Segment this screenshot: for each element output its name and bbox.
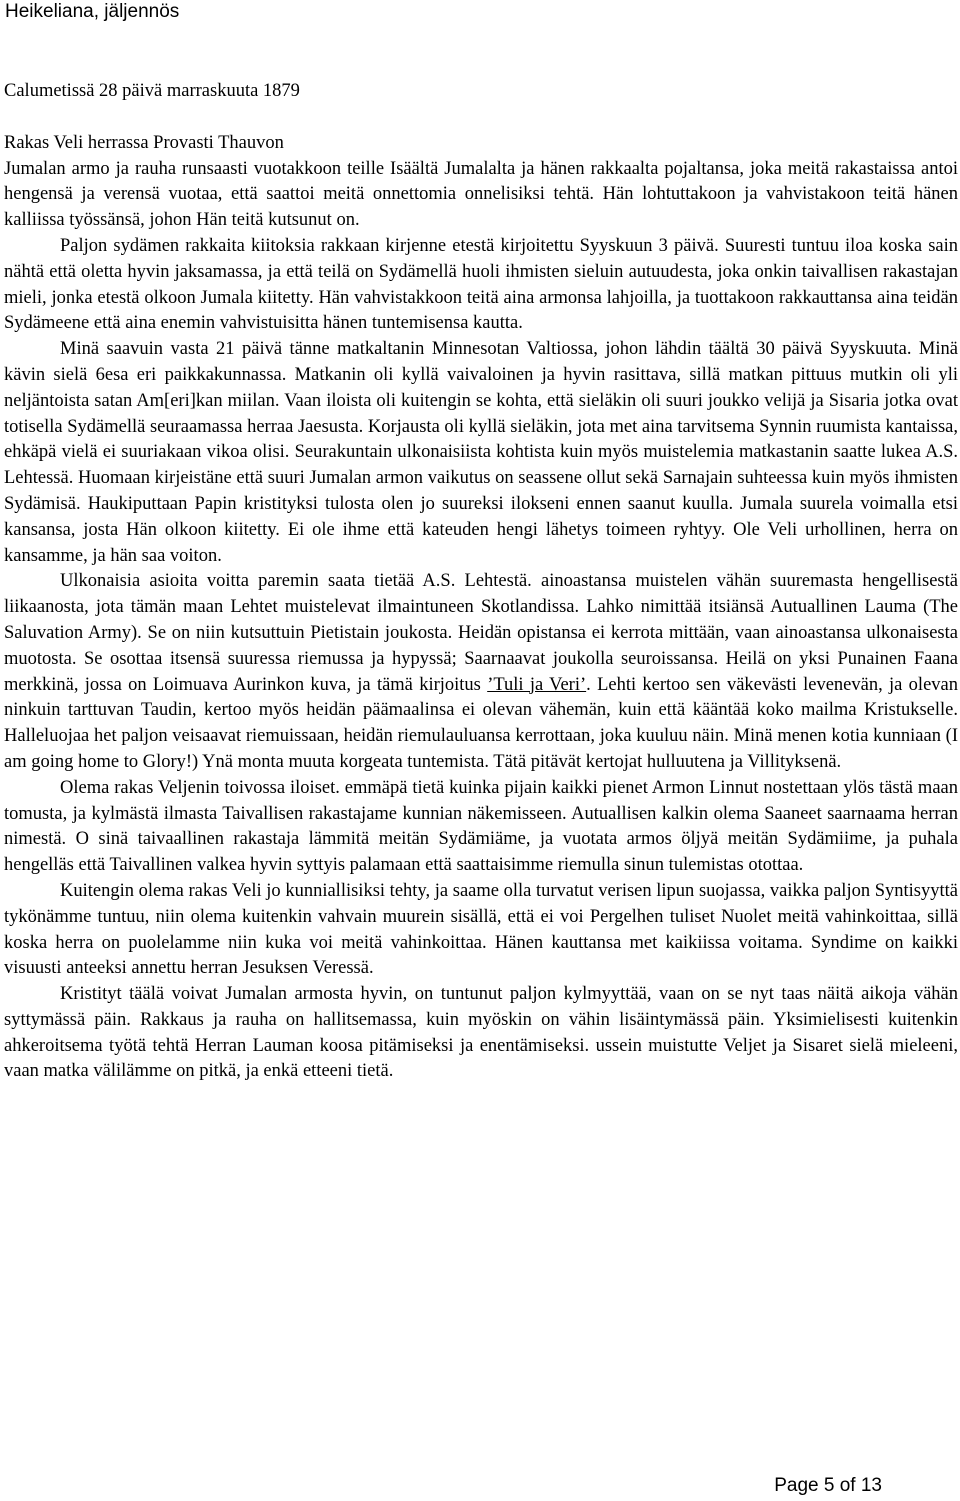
paragraph-4-start: Ulkonaisia asioita voitta paremin saata tietää A.S. Lehtestä. ainoastansa muistelen vähän suuremasta hengellisestä liikaanosta, jota tämän maan Lehtet muistelevat ilmaintuneen Skotlandissa. Lahko nimittää itsiänsä Autuallinen Lauma (The Saluvation Army). Se on niin kutsuttuin Pietistain joukosta. Heidän opistansa ei kerrota mittään, vaan ainoastansa ulkonaisesta muotosta. Se osottaa itsensä suuressa riemussa ja hypyssä; Saarnaavat joukolla seuroissansa. Heilä on yksi Punainen Faana merkkinä, jossa on Loimuava Aurinkon kuva, ja tämä kirjoitus bbox=[4, 571, 958, 695]
letter-salutation: Rakas Veli herrassa Provasti Thauvon bbox=[4, 132, 284, 153]
letter-date: Calumetissä 28 päivä marraskuuta 1879 bbox=[4, 81, 300, 101]
paragraph-3: Minä saavuin vasta 21 päivä tänne matkaltanin Minnesotan Valtiossa, johon lähdin täältä 30 päivä Syyskuuta. Minä kävin sielä 6esa eri paikkakunnassa. Matkanin oli kyllä vaivaloinen ja hyvin rasittava, sillä matkan pittuus mutkin oli yli neljäntoista satan Am[eri]kan miilan. Vaan iloista oli kuitengin se kohta, että sieläkin oli suuri joukko velijä ja Sisaria jotka ovat totisella Sydämellä seuraamassa herraa Jaesusta. Korjausta oli kyllä sieläkin, jota met aina tarvitsema Synnin ruumista kantaissa, ehkäpä vielä ei suuriakaan vikoa olisi. Seurakuntain ulkonaisiista kohtista kuin myös muistelemia matkastanin saatte lukea A.S. Lehtessä. Huomaan kirjeistäne että suuri Jumalan armon vaikutus on seassene ollut sekä Sarnajain suhteessa kuin myös ihmisten Sydämisä. Haukiputtaan Papin kristityksi tulosta olen jo suureksi ilokseni ennen saanut kuulla. Jumala suurela voimalla etsi kansansa, josta Hän olkoon kiitetty. Ei ole ihme että kateuden hengi lähetys toimeen ryhtyy. Ole Veli urhollinen, herra on kansamme, ja hän saa voiton. bbox=[4, 339, 958, 566]
paragraph-1: Jumalan armo ja rauha runsaasti vuotakkoon teille Isäältä Jumalalta ja hänen rakkaalta pojaltansa, joka meitä rakastaissa antoi hengensä ja verensä vuotaa, että saattoi meitä onnettomia onnelisiksi tehtä. Hän lohtuttakoon ja vahvistakoon teitä hänen kalliissa työssänsä, johon Hän teitä kutsunut on. bbox=[4, 158, 958, 231]
paragraph-7: Kristityt täälä voivat Jumalan armosta hyvin, on tuntunut paljon kylmyyttää, vaan on se nyt taas näitä aikoja vähän syttymässä päin. Rakkaus ja rauha on hallitsemassa, kuin myöskin on vähin lisäintymässä päin. Yksimielisesti kuitenkin ahkeroitsema työtä tehtä Herran Lauman koosa pitämiseksi ja enentämiseksi. ussein muistutte Veljet ja Sisaret sielä mieleeni, vaan matka välilämme on pitkä, ja enkä etteeni tietä. bbox=[4, 984, 958, 1082]
page-number: Page 5 of 13 bbox=[774, 1475, 882, 1496]
letter-body bbox=[4, 79, 958, 1085]
paragraph-6: Kuitengin olema rakas Veli jo kunniallisiksi tehty, ja saame olla turvatut verisen lipun suojassa, vaikka paljon Syntisyyttä tykönämme tuntuu, niin olema kuitenkin vahvain muurein sisällä, että ei voi Pergelhen tuliset Nuolet meitä vahinkoittaa, sillä koska herra on puolelamme niin kuka voi meitä vahinkoittaa. Hänen kauttansa met kaikiissa voitama. Syndime on kaikki visuusti anteeksi annettu herran Jesuksen Veressä. bbox=[4, 880, 958, 979]
document-header: Heikeliana, jäljennös bbox=[5, 1, 180, 22]
paragraph-2: Paljon sydämen rakkaita kiitoksia rakkaan kirjenne etestä kirjoitettu Syyskuun 3 päivä. Suuresti tuntuu iloa koska sain nähtä että oletta hyvin jaksamassa, ja että teilä on Sydämellä huoli ihmisten sieluin autuudesta, joka onkin taivallisen rakastajan mieli, jonka etestä olkoon Jumala kiitetty. Hän vahvistakkoon teitä aina armonsa lahjoilla, ja tuottakoon rakkauttansa aina teidän Sydämeene että aina enemin vahvistuisitta hänen tuntemisensa kautta. bbox=[4, 235, 958, 334]
underlined-quote: ’Tuli ja Veri’ bbox=[487, 674, 587, 695]
paragraph-5: Olema rakas Veljenin toivossa iloiset. emmäpä tietä kuinka pijain kaikki pienet Armon Linnut nostettaan ylös tästä maan tomusta, ja kylmästä ilmasta Taivallisen rakastajame kunnian näkemisseen. Autuallisen kalkin olema Saaneet saarnaama herran nimestä. O sinä taivaallinen rakastaja lämmitä meitän Sydämiäme, ja vuotata armos öljyä meitän Sydämiime, ja puhala hengelläs että Taivallinen valkea hyvin syttyis palamaan että saattaisimme riemulla sinun tulemistas otottaa. bbox=[4, 777, 958, 876]
paragraph-4 bbox=[4, 569, 958, 775]
paragraph-4-end: . Lehti kertoo sen väkevästi levenevän, ja olevan ninkuin tarttuvan Taudin, kertoo myös heidän päämaalinsa ei olevan vähemän, kuin että kääntää koko mailma Kristukselle. Halleluojaa het paljon veisaavat riemuissaan, heidän riemulauluansa kerrottaan, joka kuuluu näin. Minä menen kotia kunniaan (I am going home to Glory!) Ynä monta muuta korgeata tuntemista. Tätä pitävät kertojat hulluutena ja Villityksenä. bbox=[4, 674, 958, 772]
